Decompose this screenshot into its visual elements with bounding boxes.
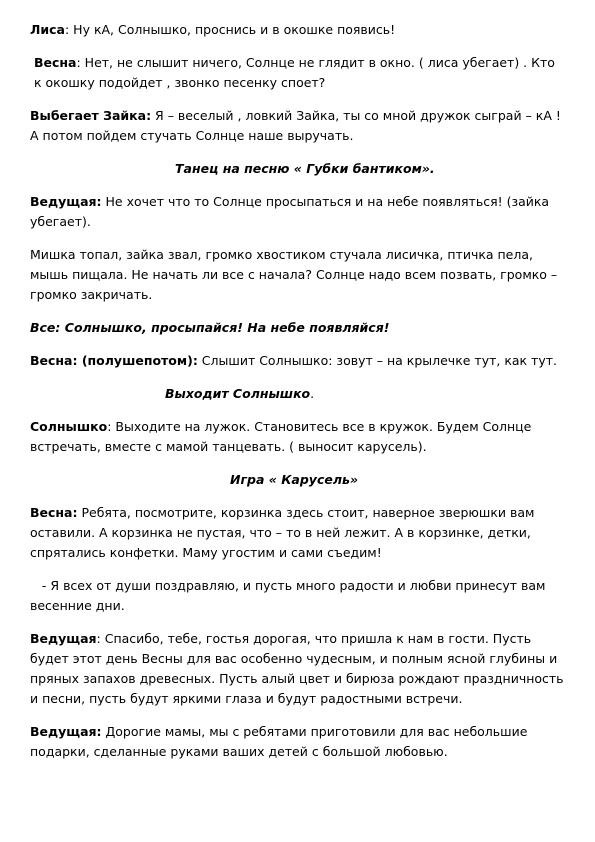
- speaker-label: Ведущая: [30, 631, 97, 646]
- paragraph-text: Слышит Солнышко: зовут – на крылечке тут, как тут.: [197, 353, 557, 368]
- paragraph-spring-2: [30, 351, 565, 371]
- paragraph-text: : Выходите на лужок. Становитесь все в кружок. Будем Солнце встречать, вместе с мамой танцевать. ( выносит карусель).: [30, 419, 532, 454]
- speaker-label: Весна:: [30, 505, 78, 520]
- heading-suffix: .: [310, 386, 315, 401]
- paragraph-text: Я – веселый , ловкий Зайка, ты со мной дружок сыграй – кА ! А потом пойдем стучать Солнце наше выручать.: [30, 108, 561, 143]
- paragraph-text: Дорогие мамы, мы с ребятами приготовили для вас небольшие подарки, сделанные руками ваших детей с большой любовью.: [30, 724, 528, 759]
- paragraph-host-3: [30, 722, 565, 762]
- heading-text: Выходит Солнышко: [165, 386, 311, 401]
- paragraph-narration: Мишка топал, зайка звал, громко хвостиком стучала лисичка, птичка пела, мышь пищала. Не начать ли все с начала? Солнце надо всем позвать, громко – громко закричать.: [30, 247, 558, 302]
- paragraph-chorus: Все: Солнышко, просыпайся! На небе появляйся!: [30, 320, 390, 335]
- speaker-label: Выбегает Зайка:: [30, 108, 152, 123]
- heading-carousel-game: Игра « Карусель»: [230, 472, 359, 487]
- speaker-label: Солнышко: [30, 419, 108, 434]
- paragraph-fox: [30, 20, 565, 40]
- heading-sun-appears: [30, 384, 565, 404]
- paragraph-host-1: [30, 192, 565, 232]
- paragraph-text: : Спасибо, тебе, гостья дорогая, что пришла к нам в гости. Пусть будет этот день Весны для вас особенно чудесным, и полным ясной глубины и пряных запахов древесных. Пусть алый цвет и бирюза рождают праздничность и песни, пусть будут яркими глаза и будут радостными встречи.: [30, 631, 564, 706]
- paragraph-host-2: [30, 629, 565, 709]
- paragraph-sun: [30, 417, 565, 457]
- speaker-label: Весна: [34, 55, 77, 70]
- speaker-label: Ведущая:: [30, 194, 102, 209]
- paragraph-greeting: - Я всех от души поздравляю, и пусть много радости и любви принесут вам весенние дни.: [30, 578, 550, 613]
- paragraph-bunny: [30, 106, 565, 146]
- speaker-label: Весна: (полушепотом):: [30, 353, 198, 368]
- paragraph-spring-1: [30, 53, 565, 93]
- paragraph-text: : Нет, не слышит ничего, Солнце не глядит в окно. ( лиса убегает) . Кто к окошку подойдет , звонко песенку споет?: [34, 55, 555, 90]
- paragraph-text: Не хочет что то Солнце просыпаться и на небе появляться! (зайка убегает).: [30, 194, 550, 229]
- speaker-label: Лиса: [30, 22, 65, 37]
- document-page: [30, 20, 565, 775]
- paragraph-spring-3: [30, 503, 565, 563]
- paragraph-text: : Ну кА, Солнышко, проснись и в окошке появись!: [65, 22, 396, 37]
- speaker-label: Ведущая:: [30, 724, 102, 739]
- heading-dance: Танец на песню « Губки бантиком».: [175, 161, 435, 176]
- paragraph-text: Ребята, посмотрите, корзинка здесь стоит, наверное зверюшки вам оставили. А корзинка не пустая, что – то в ней лежит. А в корзинке, детки, спрятались конфетки. Маму угостим и сами съедим!: [30, 505, 535, 560]
